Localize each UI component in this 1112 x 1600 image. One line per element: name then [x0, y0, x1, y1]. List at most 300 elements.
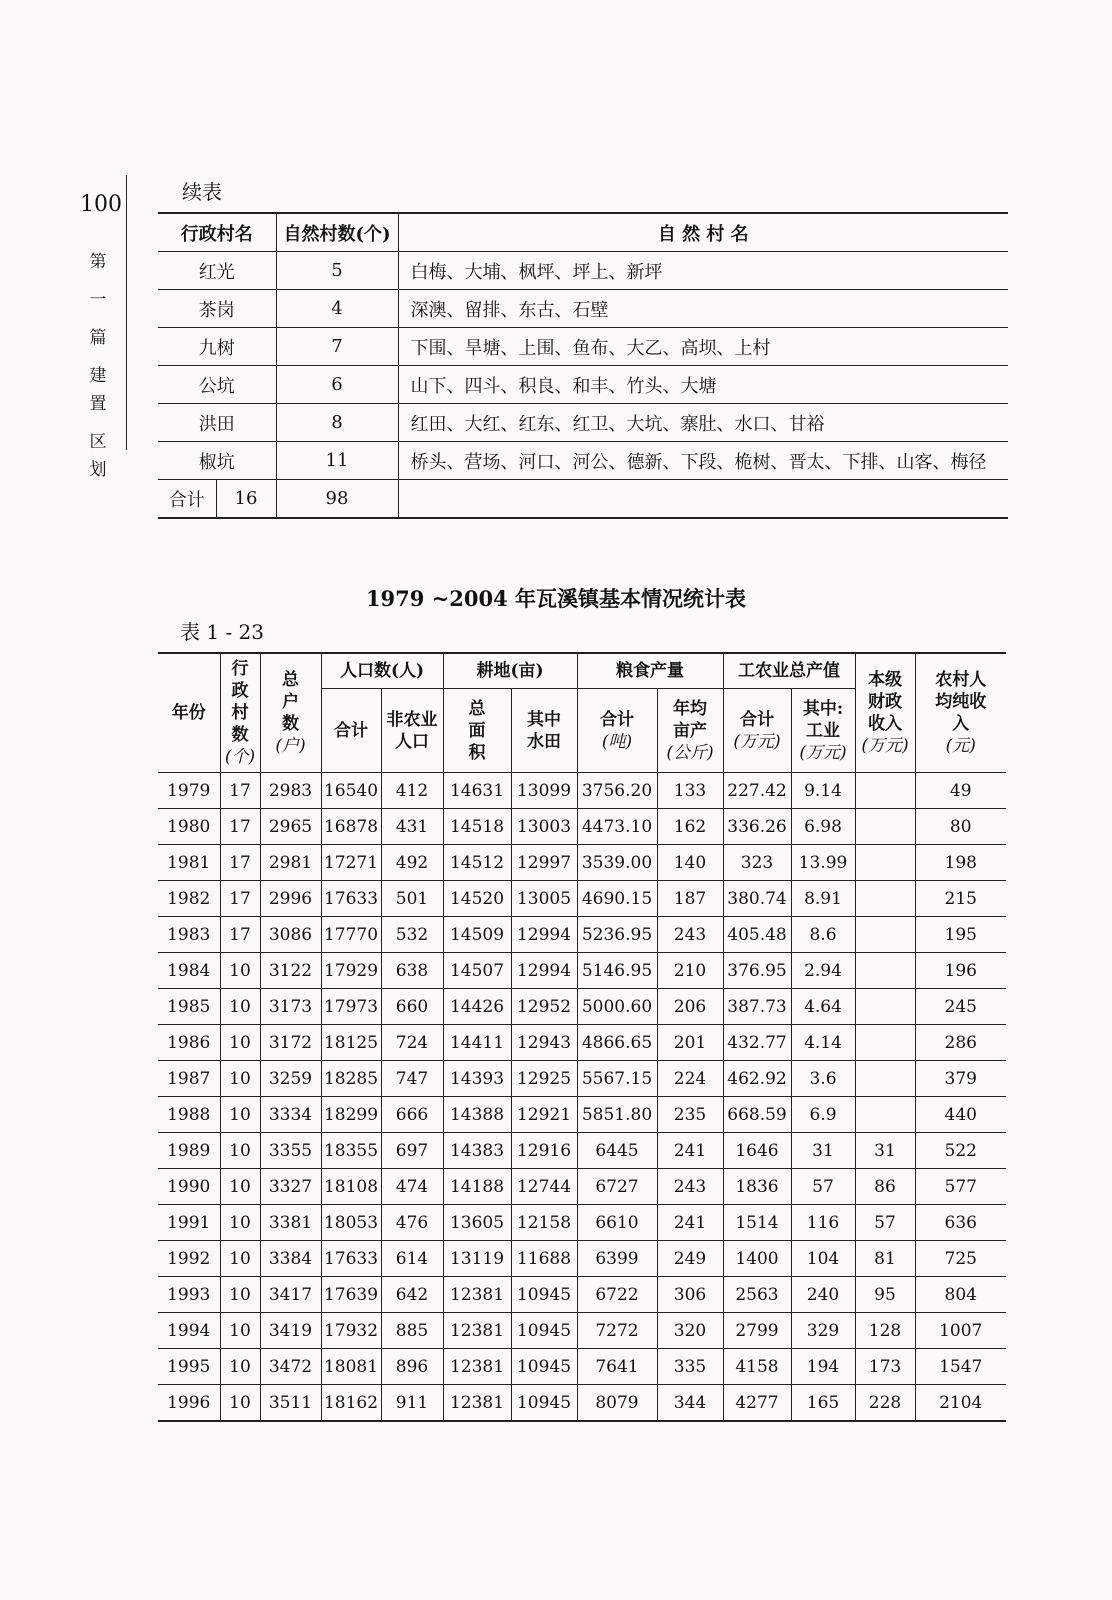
stats-cell: 697	[381, 1133, 443, 1169]
margin-divider	[126, 175, 127, 450]
village-row	[158, 252, 1008, 290]
header-income: 农村人均纯收入 (元)	[915, 653, 1006, 773]
stats-cell: 387.73	[723, 989, 791, 1025]
stats-cell: 431	[381, 809, 443, 845]
stats-cell	[855, 917, 915, 953]
stats-cell: 17932	[321, 1313, 381, 1349]
stats-cell: 17770	[321, 917, 381, 953]
stats-cell: 1986	[158, 1025, 220, 1061]
stats-cell: 162	[657, 809, 723, 845]
stats-cell: 4.14	[791, 1025, 855, 1061]
stats-cell: 194	[791, 1349, 855, 1385]
stats-cell: 911	[381, 1385, 443, 1422]
stats-cell: 12744	[511, 1169, 577, 1205]
village-count: 5	[276, 252, 398, 290]
stats-cell: 12994	[511, 917, 577, 953]
stats-cell: 6.98	[791, 809, 855, 845]
stats-cell: 10945	[511, 1385, 577, 1422]
stats-row	[158, 1097, 1006, 1133]
stats-cell	[855, 1061, 915, 1097]
stats-cell: 95	[855, 1277, 915, 1313]
stats-cell: 1985	[158, 989, 220, 1025]
stats-cell: 17	[220, 845, 260, 881]
stats-cell: 6727	[577, 1169, 657, 1205]
stats-cell: 14520	[443, 881, 511, 917]
stats-cell: 16878	[321, 809, 381, 845]
stats-cell: 4277	[723, 1385, 791, 1422]
stats-cell: 14188	[443, 1169, 511, 1205]
stats-cell: 128	[855, 1313, 915, 1349]
header-natural-count: 自然村数(个)	[276, 213, 398, 252]
stats-cell: 17	[220, 809, 260, 845]
stats-cell: 7641	[577, 1349, 657, 1385]
stats-cell: 1983	[158, 917, 220, 953]
stats-cell: 17929	[321, 953, 381, 989]
stats-cell: 14393	[443, 1061, 511, 1097]
stats-cell: 5567.15	[577, 1061, 657, 1097]
stats-cell: 6722	[577, 1277, 657, 1313]
header-villages: 行政村数 (个)	[220, 653, 260, 773]
stats-cell: 3419	[260, 1313, 321, 1349]
stats-cell: 10945	[511, 1313, 577, 1349]
stats-cell: 6399	[577, 1241, 657, 1277]
stats-cell: 10	[220, 1061, 260, 1097]
stats-cell: 747	[381, 1061, 443, 1097]
stats-cell: 3172	[260, 1025, 321, 1061]
stats-cell: 3472	[260, 1349, 321, 1385]
stats-cell: 380.74	[723, 881, 791, 917]
stats-cell: 1988	[158, 1097, 220, 1133]
stats-cell: 31	[791, 1133, 855, 1169]
stats-cell: 173	[855, 1349, 915, 1385]
stats-cell	[855, 881, 915, 917]
stats-cell: 12994	[511, 953, 577, 989]
stats-cell: 335	[657, 1349, 723, 1385]
stats-cell: 12381	[443, 1277, 511, 1313]
stats-cell: 501	[381, 881, 443, 917]
stats-cell: 323	[723, 845, 791, 881]
stats-cell: 12381	[443, 1385, 511, 1422]
stats-cell	[855, 989, 915, 1025]
stats-cell: 18081	[321, 1349, 381, 1385]
side-title-char: 置	[89, 394, 107, 414]
stats-cell: 57	[855, 1205, 915, 1241]
stats-cell: 522	[915, 1133, 1006, 1169]
stats-cell: 12921	[511, 1097, 577, 1133]
stats-cell: 12943	[511, 1025, 577, 1061]
stats-cell: 642	[381, 1277, 443, 1313]
side-title-char: 区	[89, 432, 107, 452]
stats-cell: 1990	[158, 1169, 220, 1205]
stats-cell: 376.95	[723, 953, 791, 989]
header-population: 人口数(人)	[321, 653, 443, 689]
stats-cell: 2799	[723, 1313, 791, 1349]
stats-cell: 6445	[577, 1133, 657, 1169]
stats-cell	[855, 809, 915, 845]
stats-cell: 49	[915, 773, 1006, 809]
stats-cell: 3355	[260, 1133, 321, 1169]
stats-cell: 885	[381, 1313, 443, 1349]
stats-cell: 10	[220, 1241, 260, 1277]
stats-cell: 4690.15	[577, 881, 657, 917]
side-title-char: 划	[89, 460, 107, 480]
village-natural-names: 红田、大红、红东、红卫、大坑、寨肚、水口、甘裕	[398, 404, 1008, 442]
stats-cell	[855, 1097, 915, 1133]
stats-cell: 14388	[443, 1097, 511, 1133]
stats-cell: 666	[381, 1097, 443, 1133]
stats-cell: 17633	[321, 1241, 381, 1277]
stats-cell: 18299	[321, 1097, 381, 1133]
stats-cell: 249	[657, 1241, 723, 1277]
stats-cell: 5851.80	[577, 1097, 657, 1133]
stats-cell	[855, 1025, 915, 1061]
stats-cell: 18125	[321, 1025, 381, 1061]
village-row	[158, 290, 1008, 328]
stats-cell: 3259	[260, 1061, 321, 1097]
stats-cell: 14411	[443, 1025, 511, 1061]
stats-cell: 3381	[260, 1205, 321, 1241]
stats-cell: 6610	[577, 1205, 657, 1241]
stats-cell: 724	[381, 1025, 443, 1061]
stats-cell: 3539.00	[577, 845, 657, 881]
stats-cell: 241	[657, 1133, 723, 1169]
stats-row	[158, 1061, 1006, 1097]
stats-cell: 10945	[511, 1349, 577, 1385]
stats-cell: 57	[791, 1169, 855, 1205]
stats-cell: 227.42	[723, 773, 791, 809]
stats-cell	[855, 845, 915, 881]
stats-cell: 1981	[158, 845, 220, 881]
stats-cell: 13005	[511, 881, 577, 917]
stats-cell: 12916	[511, 1133, 577, 1169]
header-land-total: 总面积	[443, 689, 511, 773]
side-title-char: 第	[89, 252, 107, 272]
stats-cell: 14426	[443, 989, 511, 1025]
stats-cell: 12997	[511, 845, 577, 881]
stats-cell: 320	[657, 1313, 723, 1349]
village-count: 4	[276, 290, 398, 328]
stats-cell: 1991	[158, 1205, 220, 1241]
village-natural-names: 白梅、大埔、枫坪、坪上、新坪	[398, 252, 1008, 290]
side-title-char: 建	[89, 366, 107, 386]
stats-table	[158, 652, 1006, 1422]
side-title-char: 一	[89, 290, 107, 310]
stats-cell: 201	[657, 1025, 723, 1061]
stats-cell: 104	[791, 1241, 855, 1277]
stats-cell: 1982	[158, 881, 220, 917]
stats-cell: 336.26	[723, 809, 791, 845]
stats-cell: 3756.20	[577, 773, 657, 809]
stats-cell: 306	[657, 1277, 723, 1313]
header-grain-total: 合计 (吨)	[577, 689, 657, 773]
village-table	[158, 212, 1008, 519]
stats-cell: 8.6	[791, 917, 855, 953]
stats-cell: 10	[220, 953, 260, 989]
stats-cell: 1984	[158, 953, 220, 989]
village-name: 洪田	[158, 404, 276, 442]
stats-cell: 3173	[260, 989, 321, 1025]
stats-cell: 379	[915, 1061, 1006, 1097]
stats-cell: 8.91	[791, 881, 855, 917]
stats-cell: 1987	[158, 1061, 220, 1097]
stats-row	[158, 1169, 1006, 1205]
header-grain: 粮食产量	[577, 653, 723, 689]
stats-cell: 286	[915, 1025, 1006, 1061]
stats-cell: 224	[657, 1061, 723, 1097]
stats-cell: 474	[381, 1169, 443, 1205]
table-number: 表 1 - 23	[180, 620, 265, 644]
stats-cell: 668.59	[723, 1097, 791, 1133]
stats-cell: 1995	[158, 1349, 220, 1385]
header-output: 工农业总产值	[723, 653, 855, 689]
stats-cell: 86	[855, 1169, 915, 1205]
stats-cell: 17	[220, 881, 260, 917]
stats-cell: 1646	[723, 1133, 791, 1169]
village-name: 公坑	[158, 366, 276, 404]
stats-cell: 1992	[158, 1241, 220, 1277]
header-pop-nonagri: 非农业人口	[381, 689, 443, 773]
stats-cell: 896	[381, 1349, 443, 1385]
header-output-total: 合计 (万元)	[723, 689, 791, 773]
stats-cell: 17633	[321, 881, 381, 917]
stats-cell: 1994	[158, 1313, 220, 1349]
stats-row	[158, 953, 1006, 989]
header-grain-yield: 年均亩产 (公斤)	[657, 689, 723, 773]
stats-row	[158, 1241, 1006, 1277]
stats-cell: 5146.95	[577, 953, 657, 989]
stats-cell: 2.94	[791, 953, 855, 989]
stats-cell: 18108	[321, 1169, 381, 1205]
stats-cell: 17639	[321, 1277, 381, 1313]
stats-cell: 9.14	[791, 773, 855, 809]
stats-cell: 17	[220, 917, 260, 953]
stats-cell: 240	[791, 1277, 855, 1313]
stats-cell: 13119	[443, 1241, 511, 1277]
stats-cell: 18053	[321, 1205, 381, 1241]
stats-cell: 14631	[443, 773, 511, 809]
village-name: 九树	[158, 328, 276, 366]
stats-cell: 228	[855, 1385, 915, 1422]
stats-cell: 476	[381, 1205, 443, 1241]
stats-cell: 81	[855, 1241, 915, 1277]
stats-cell: 14383	[443, 1133, 511, 1169]
stats-cell: 210	[657, 953, 723, 989]
stats-row	[158, 917, 1006, 953]
stats-cell: 3384	[260, 1241, 321, 1277]
total-empty-cell	[398, 480, 1008, 519]
side-title-char: 篇	[89, 328, 107, 348]
stats-cell: 165	[791, 1385, 855, 1422]
stats-cell: 2981	[260, 845, 321, 881]
header-revenue: 本级财政收入 (万元)	[855, 653, 915, 773]
stats-cell: 2983	[260, 773, 321, 809]
stats-cell: 245	[915, 989, 1006, 1025]
header-households: 总户数 (户)	[260, 653, 321, 773]
stats-cell: 3086	[260, 917, 321, 953]
stats-cell: 12925	[511, 1061, 577, 1097]
stats-cell: 14518	[443, 809, 511, 845]
stats-cell: 10	[220, 1313, 260, 1349]
stats-cell: 804	[915, 1277, 1006, 1313]
stats-cell: 1400	[723, 1241, 791, 1277]
header-pop-total: 合计	[321, 689, 381, 773]
stats-cell: 532	[381, 917, 443, 953]
stats-row	[158, 1277, 1006, 1313]
stats-cell: 16540	[321, 773, 381, 809]
village-total-row	[158, 480, 1008, 519]
stats-cell: 13.99	[791, 845, 855, 881]
stats-cell: 7272	[577, 1313, 657, 1349]
stats-cell: 577	[915, 1169, 1006, 1205]
stats-cell: 462.92	[723, 1061, 791, 1097]
stats-cell: 1979	[158, 773, 220, 809]
stats-cell: 17973	[321, 989, 381, 1025]
village-count: 11	[276, 442, 398, 480]
header-land-paddy: 其中水田	[511, 689, 577, 773]
total-admin-count: 16	[216, 480, 276, 519]
stats-row	[158, 1133, 1006, 1169]
stats-cell: 18285	[321, 1061, 381, 1097]
stats-cell: 12952	[511, 989, 577, 1025]
stats-cell: 1996	[158, 1385, 220, 1422]
stats-cell: 1989	[158, 1133, 220, 1169]
stats-table-title: 1979 ~2004 年瓦溪镇基本情况统计表	[365, 586, 747, 611]
stats-cell: 198	[915, 845, 1006, 881]
stats-cell: 636	[915, 1205, 1006, 1241]
stats-cell: 2996	[260, 881, 321, 917]
village-row	[158, 366, 1008, 404]
stats-cell: 215	[915, 881, 1006, 917]
stats-row	[158, 989, 1006, 1025]
village-natural-names: 深澳、留排、东古、石壁	[398, 290, 1008, 328]
page-number: 100	[80, 192, 122, 217]
stats-cell	[855, 953, 915, 989]
header-output-industry: 其中:工业 (万元)	[791, 689, 855, 773]
stats-cell: 187	[657, 881, 723, 917]
stats-cell: 725	[915, 1241, 1006, 1277]
stats-cell: 10	[220, 1133, 260, 1169]
stats-cell: 1007	[915, 1313, 1006, 1349]
stats-cell: 17271	[321, 845, 381, 881]
stats-row	[158, 1205, 1006, 1241]
stats-cell: 116	[791, 1205, 855, 1241]
stats-cell: 4158	[723, 1349, 791, 1385]
stats-cell: 8079	[577, 1385, 657, 1422]
stats-cell: 10	[220, 1025, 260, 1061]
village-name: 红光	[158, 252, 276, 290]
stats-cell: 18355	[321, 1133, 381, 1169]
village-natural-names: 下围、旱塘、上围、鱼布、大乙、高坝、上村	[398, 328, 1008, 366]
stats-cell: 10	[220, 1205, 260, 1241]
stats-cell: 10	[220, 1385, 260, 1422]
header-year: 年份	[158, 653, 220, 773]
stats-row	[158, 1313, 1006, 1349]
stats-cell: 6.9	[791, 1097, 855, 1133]
village-name: 椒坑	[158, 442, 276, 480]
stats-cell: 4866.65	[577, 1025, 657, 1061]
stats-cell: 196	[915, 953, 1006, 989]
village-natural-names: 山下、四斗、积良、和丰、竹头、大塘	[398, 366, 1008, 404]
section-side-title	[86, 252, 110, 498]
stats-cell: 13003	[511, 809, 577, 845]
village-natural-names: 桥头、营场、河口、河公、德新、下段、桅树、晋太、下排、山客、梅径	[398, 442, 1008, 480]
stats-cell: 3327	[260, 1169, 321, 1205]
stats-cell: 3511	[260, 1385, 321, 1422]
stats-cell: 206	[657, 989, 723, 1025]
stats-cell: 241	[657, 1205, 723, 1241]
stats-cell: 80	[915, 809, 1006, 845]
stats-cell: 1514	[723, 1205, 791, 1241]
village-count: 8	[276, 404, 398, 442]
stats-cell: 1547	[915, 1349, 1006, 1385]
stats-cell: 2965	[260, 809, 321, 845]
stats-cell: 11688	[511, 1241, 577, 1277]
stats-cell: 18162	[321, 1385, 381, 1422]
stats-row	[158, 1385, 1006, 1422]
village-row	[158, 328, 1008, 366]
stats-row	[158, 845, 1006, 881]
stats-row	[158, 773, 1006, 809]
total-label: 合计	[158, 480, 216, 519]
village-count: 7	[276, 328, 398, 366]
stats-cell: 12381	[443, 1313, 511, 1349]
stats-row	[158, 809, 1006, 845]
stats-cell: 2104	[915, 1385, 1006, 1422]
stats-cell: 5236.95	[577, 917, 657, 953]
stats-cell: 10	[220, 1169, 260, 1205]
stats-cell: 4.64	[791, 989, 855, 1025]
stats-cell: 344	[657, 1385, 723, 1422]
stats-row	[158, 1025, 1006, 1061]
stats-cell: 638	[381, 953, 443, 989]
stats-cell: 10	[220, 1349, 260, 1385]
stats-cell: 3417	[260, 1277, 321, 1313]
stats-cell: 10	[220, 1097, 260, 1133]
stats-cell: 12158	[511, 1205, 577, 1241]
stats-cell: 140	[657, 845, 723, 881]
stats-cell: 14507	[443, 953, 511, 989]
stats-cell: 243	[657, 917, 723, 953]
stats-cell: 31	[855, 1133, 915, 1169]
stats-cell: 133	[657, 773, 723, 809]
stats-cell: 1993	[158, 1277, 220, 1313]
village-name: 茶岗	[158, 290, 276, 328]
stats-cell: 14509	[443, 917, 511, 953]
village-row	[158, 404, 1008, 442]
stats-cell: 10945	[511, 1277, 577, 1313]
stats-cell: 12381	[443, 1349, 511, 1385]
stats-cell: 3334	[260, 1097, 321, 1133]
stats-cell: 10	[220, 989, 260, 1025]
header-admin-village: 行政村名	[158, 213, 276, 252]
stats-cell: 405.48	[723, 917, 791, 953]
stats-cell: 432.77	[723, 1025, 791, 1061]
stats-cell: 412	[381, 773, 443, 809]
stats-cell: 5000.60	[577, 989, 657, 1025]
stats-row	[158, 881, 1006, 917]
stats-cell: 329	[791, 1313, 855, 1349]
stats-cell: 440	[915, 1097, 1006, 1133]
stats-cell: 4473.10	[577, 809, 657, 845]
stats-cell	[855, 773, 915, 809]
stats-cell: 235	[657, 1097, 723, 1133]
stats-cell: 17	[220, 773, 260, 809]
village-row	[158, 442, 1008, 480]
stats-cell: 1836	[723, 1169, 791, 1205]
village-count: 6	[276, 366, 398, 404]
stats-cell: 3.6	[791, 1061, 855, 1097]
stats-cell: 492	[381, 845, 443, 881]
